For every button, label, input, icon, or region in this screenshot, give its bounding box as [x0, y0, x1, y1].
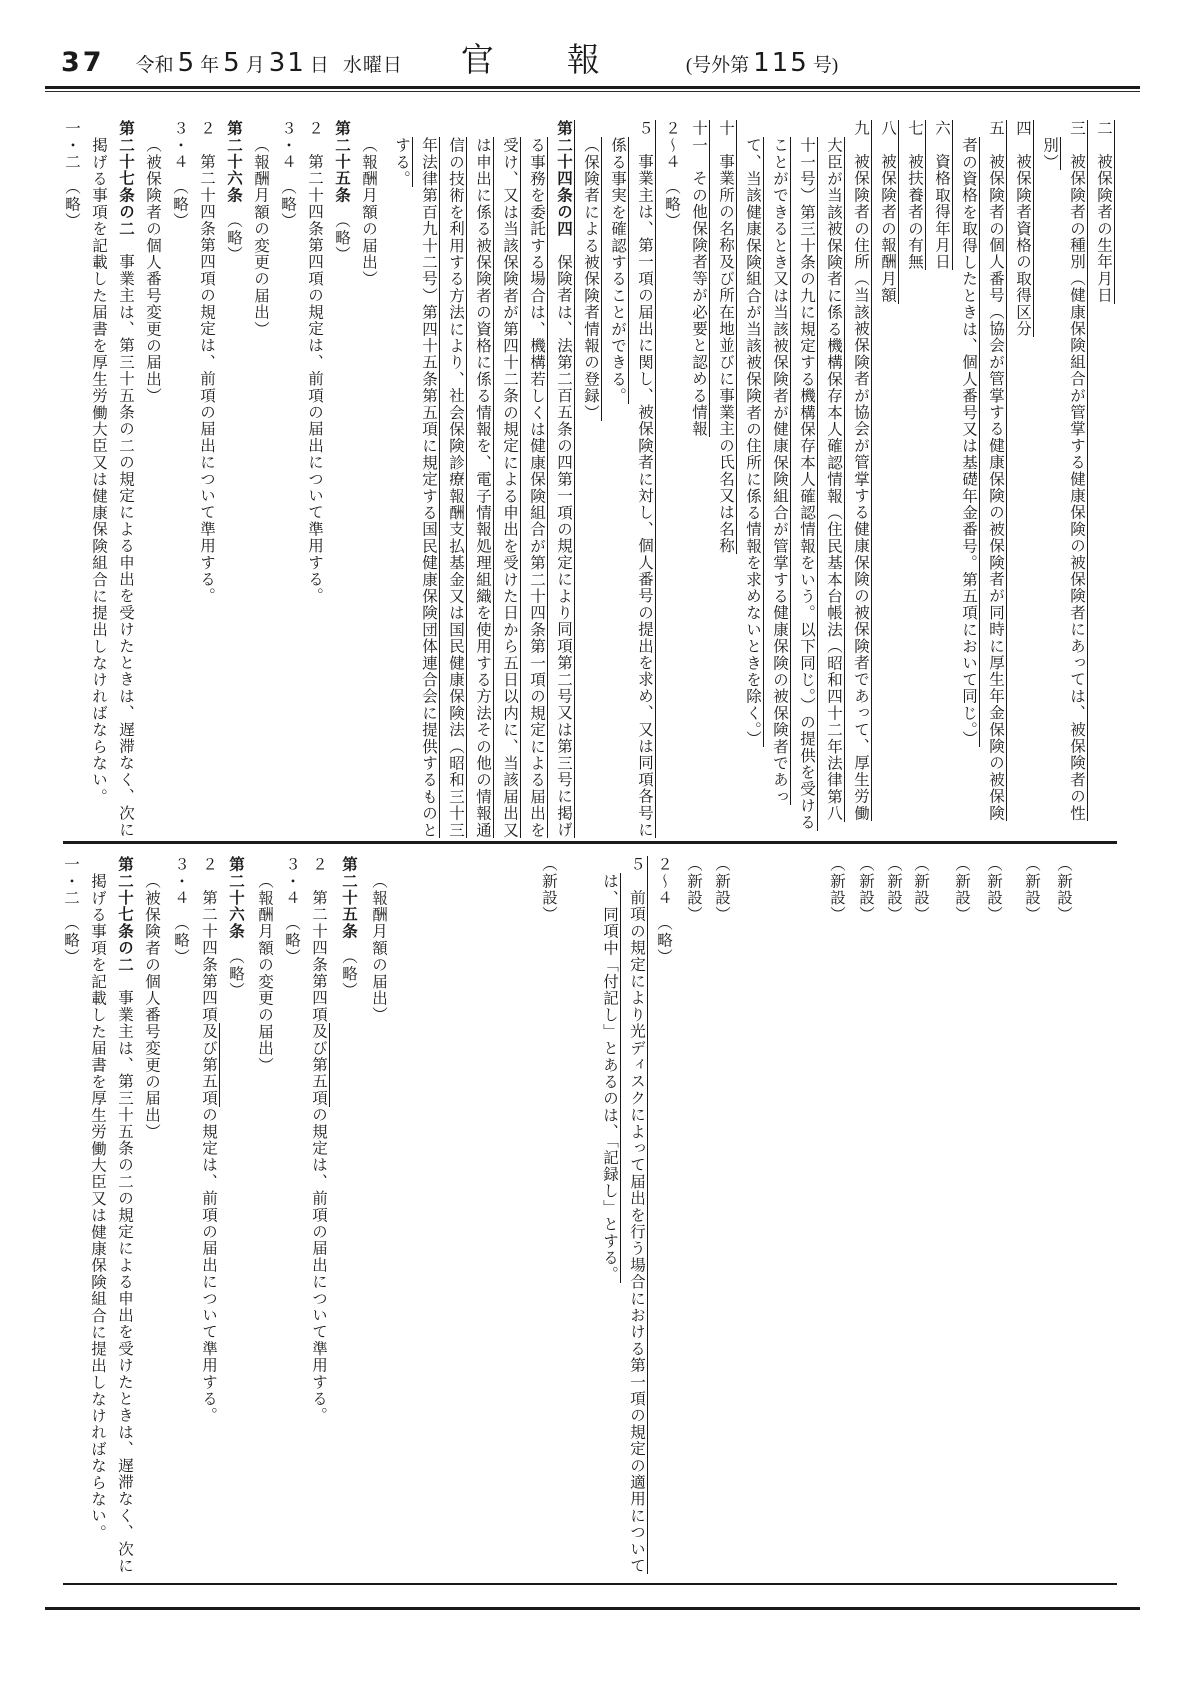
text-column	[793, 120, 820, 846]
text-column	[523, 120, 550, 846]
text-segment: 事業主は、第三十五条の二の規定による申出を受けたときは、遅滞なく、次に	[116, 972, 133, 1575]
text-column	[274, 120, 301, 846]
text-column	[193, 120, 220, 846]
text-segment: 者の資格を取得したときは、個人番号又は基礎年金番号。第五項において同じ。）	[960, 137, 980, 747]
text-column	[247, 120, 274, 846]
text-column	[852, 856, 879, 1582]
text-column	[58, 120, 85, 846]
text-column	[907, 856, 934, 1582]
text-segment: （新設）	[912, 856, 929, 923]
text-column	[442, 120, 469, 846]
text-segment: 信の技術を利用する方法により、社会保険診療報酬支払基金又は国民健康保険法（昭和三十三	[447, 137, 467, 838]
lower-text-panel	[59, 856, 1117, 1582]
text-column	[139, 120, 166, 846]
page-bottom-rule	[45, 1607, 1140, 1610]
issue-digits: 115	[753, 48, 809, 78]
text-column	[980, 856, 1007, 1582]
issue-number	[686, 48, 838, 78]
upper-text-panel	[59, 120, 1117, 846]
text-segment: 及び第五項	[310, 1023, 330, 1107]
text-column	[57, 856, 84, 1582]
text-segment: ２～４ （略）	[663, 120, 680, 230]
text-segment: 十 事業所の名称及び所在地並びに事業主の氏名又は名称	[717, 120, 737, 554]
text-column	[623, 856, 650, 1582]
text-segment: 十一号）第三十条の九に規定する機構保存本人確認情報をいう。以下同じ。）の提供を受ける	[798, 137, 818, 831]
text-segment: 三 被保険者の種別（健康保険組合が管掌する健康保険の被保険者にあっては、被保険者の性	[1068, 120, 1088, 821]
text-column	[112, 120, 139, 846]
table-bottom-rule	[63, 1583, 1117, 1585]
text-column	[415, 120, 442, 846]
text-segment: ５ 事業主は、第一項の届出に関し、被保険者に対し、個人番号の提出を求め、又は同項各号に	[636, 120, 656, 838]
text-column	[1018, 856, 1045, 1582]
text-segment: する。	[393, 137, 413, 187]
text-column	[650, 856, 677, 1582]
text-column	[847, 120, 874, 846]
text-segment: （報酬月額の届出）	[360, 137, 377, 288]
text-column	[982, 120, 1009, 846]
text-column	[739, 120, 766, 846]
text-segment: （新設）	[828, 856, 845, 923]
text-segment: ５ 前項の規定により光ディスクによって届出を行う場合における第一項の規定の適用について	[628, 856, 648, 1574]
text-column	[220, 120, 247, 846]
text-column	[955, 120, 982, 846]
text-segment: ３・４ （略）	[283, 856, 300, 966]
text-column	[222, 856, 249, 1582]
issue-suffix: 号)	[812, 55, 839, 76]
text-segment: ことができるとき又は当該被保険者が健康保険組合が管掌する健康保険の被保険者であっ	[771, 137, 791, 805]
text-column	[658, 120, 685, 846]
text-segment: （略）	[225, 203, 242, 263]
text-segment: （新設）	[1023, 856, 1040, 923]
text-column	[195, 856, 222, 1582]
text-segment: （被保険者の個人番号変更の届出）	[143, 873, 160, 1141]
text-segment: 別）	[1041, 137, 1061, 170]
text-segment: 七 被扶養者の有無	[906, 120, 926, 270]
text-segment: ２～４ （略）	[655, 856, 672, 966]
text-segment: 大臣が当該被保険者に係る機構保存本人確認情報（住民基本台帳法（昭和四十二年法律第八	[825, 137, 845, 822]
text-column	[1063, 120, 1090, 846]
text-segment: ３・４ （略）	[172, 856, 189, 966]
date-day: 31	[268, 48, 306, 78]
text-segment: 第二十六条	[227, 856, 244, 940]
text-column	[550, 120, 577, 846]
text-segment: （報酬月額の変更の届出）	[252, 137, 269, 338]
text-column	[820, 120, 847, 846]
issue-prefix: (号外第	[685, 55, 750, 76]
text-column	[335, 856, 362, 1582]
text-segment: 十一 その他保険者等が必要と認める情報	[690, 120, 710, 437]
text-segment: は、同項中「付記し」とあるのは、「記録し」とする。	[601, 873, 621, 1283]
text-column	[167, 856, 194, 1582]
text-segment: （報酬月額の届出）	[370, 873, 387, 1024]
text-segment: 保険者は、法第二百五条の四第一項の規定により同項第二号又は第三号に掲げ	[555, 237, 575, 838]
text-segment: 一・二 （略）	[62, 856, 79, 966]
text-column	[388, 120, 415, 846]
text-segment: 掲げる事項を記載した届書を厚生労働大臣又は健康保険組合に提出しなければならない。	[90, 137, 107, 805]
text-segment: 第二十四条の四	[555, 120, 575, 237]
text-column	[305, 856, 332, 1582]
text-column	[685, 120, 712, 846]
text-segment: ２ 第二十四条第四項	[200, 856, 217, 1023]
text-segment: 六 資格取得年月日	[933, 120, 953, 270]
text-segment: （保険者による被保険者情報の登録）	[582, 137, 602, 421]
date-year-unit: 年	[200, 55, 220, 76]
text-segment: （新設）	[985, 856, 1002, 923]
text-column	[880, 856, 907, 1582]
text-column	[138, 856, 165, 1582]
text-column	[355, 120, 382, 846]
text-segment: （略）	[227, 939, 244, 999]
text-segment: （報酬月額の変更の届出）	[256, 873, 273, 1074]
text-segment: （被保険者の個人番号変更の届出）	[144, 137, 161, 405]
text-segment: 事業主は、第三十五条の二の規定による申出を受けたときは、遅滞なく、次に	[117, 236, 134, 839]
text-segment: は申出に係る被保険者の資格に係る情報を、電子情報処理組織を使用する方法その他の情報通	[474, 137, 494, 838]
text-column	[948, 856, 975, 1582]
text-segment: 第二十五条	[340, 856, 357, 940]
text-segment: 九 被保険者の住所（当該被保険者が協会が管掌する健康保険の被保険者であって、厚生労働	[852, 120, 872, 821]
date-month-unit: 月	[245, 55, 265, 76]
text-segment: る事務を委託する場合は、機構若しくは健康保険組合が第二十四条第一項の規定による届出を	[528, 137, 548, 838]
text-column	[365, 856, 392, 1582]
text-segment: （新設）	[685, 856, 702, 923]
page-number: 37	[61, 47, 105, 78]
text-segment: 受け、又は当該保険者が第四十二条の規定による申出を受けた日から五日以内に、当該届出又	[501, 137, 521, 838]
text-segment: の規定は、前項の届出について準用する。	[310, 1106, 327, 1424]
text-segment: ２ 第二十四条第四項	[310, 856, 327, 1023]
text-segment: 掲げる事項を記載した届書を厚生労働大臣又は健康保険組合に提出しなければならない。	[89, 873, 106, 1541]
text-segment: 及び第五項	[200, 1023, 220, 1107]
text-segment: （略）	[333, 203, 350, 263]
text-segment: て、当該健康保険組合が当該被保険者の住所に係る情報を求めないときを除く。）	[744, 137, 764, 747]
text-column	[1050, 856, 1077, 1582]
text-column	[823, 856, 850, 1582]
text-segment: 第二十六条	[225, 120, 242, 204]
page-header	[45, 34, 1140, 81]
text-column	[901, 120, 928, 846]
text-column	[278, 856, 305, 1582]
text-column	[708, 856, 735, 1582]
text-segment: 四 被保険者資格の取得区分	[1014, 120, 1034, 337]
text-segment: の規定は、前項の届出について準用する。	[200, 1106, 217, 1424]
text-column	[535, 856, 562, 1582]
text-segment: 一・二 （略）	[63, 120, 80, 230]
text-column	[928, 120, 955, 846]
text-column	[631, 120, 658, 846]
text-segment: （新設）	[885, 856, 902, 923]
text-segment: 第二十五条	[333, 120, 350, 204]
text-column	[766, 120, 793, 846]
text-column	[111, 856, 138, 1582]
panel-divider-rule	[63, 841, 1117, 844]
text-column	[496, 120, 523, 846]
text-column	[85, 120, 112, 846]
date-year: 5	[177, 48, 197, 78]
date-day-unit: 日	[309, 55, 329, 76]
text-segment: ３・４ （略）	[171, 120, 188, 230]
text-segment: 二 被保険者の生年月日	[1095, 120, 1115, 304]
text-segment: 第二十七条の二	[117, 120, 134, 237]
header-rule	[45, 86, 1140, 92]
text-column	[604, 120, 631, 846]
text-column	[680, 856, 707, 1582]
text-column	[1090, 120, 1117, 846]
text-column	[328, 120, 355, 846]
text-column	[712, 120, 739, 846]
text-segment: ３・４ （略）	[279, 120, 296, 230]
text-column	[251, 856, 278, 1582]
text-segment: （新設）	[1055, 856, 1072, 923]
date-era: 令和	[135, 55, 174, 76]
gazette-title: 官 報	[460, 43, 620, 79]
text-column	[874, 120, 901, 846]
text-column	[1009, 120, 1036, 846]
text-segment: （新設）	[540, 856, 557, 923]
text-segment: ２ 第二十四条第四項の規定は、前項の届出について準用する。	[306, 120, 323, 605]
text-column	[84, 856, 111, 1582]
text-segment: （新設）	[953, 856, 970, 923]
text-segment: 年法律第百九十二号）第四十五条第五項に規定する国民健康保険団体連合会に提供するものと	[420, 137, 440, 838]
text-segment: 係る事実を確認することができる。	[609, 137, 629, 404]
weekday: 水曜日	[342, 55, 403, 76]
text-column	[301, 120, 328, 846]
text-segment: 五 被保険者の個人番号（協会が管掌する健康保険の被保険者が同時に厚生年金保険の被保険	[987, 120, 1007, 821]
text-column	[1036, 120, 1063, 846]
text-column	[469, 120, 496, 846]
text-segment: （略）	[340, 939, 357, 999]
issue-date	[136, 48, 329, 78]
text-column	[577, 120, 604, 846]
text-segment: （新設）	[713, 856, 730, 923]
date-month: 5	[223, 48, 242, 78]
text-column	[166, 120, 193, 846]
text-segment: 八 被保険者の報酬月額	[879, 120, 899, 304]
text-segment: 第二十七条の二	[116, 856, 133, 973]
text-segment: ２ 第二十四条第四項の規定は、前項の届出について準用する。	[198, 120, 215, 605]
text-column	[596, 856, 623, 1582]
text-segment: （新設）	[857, 856, 874, 923]
